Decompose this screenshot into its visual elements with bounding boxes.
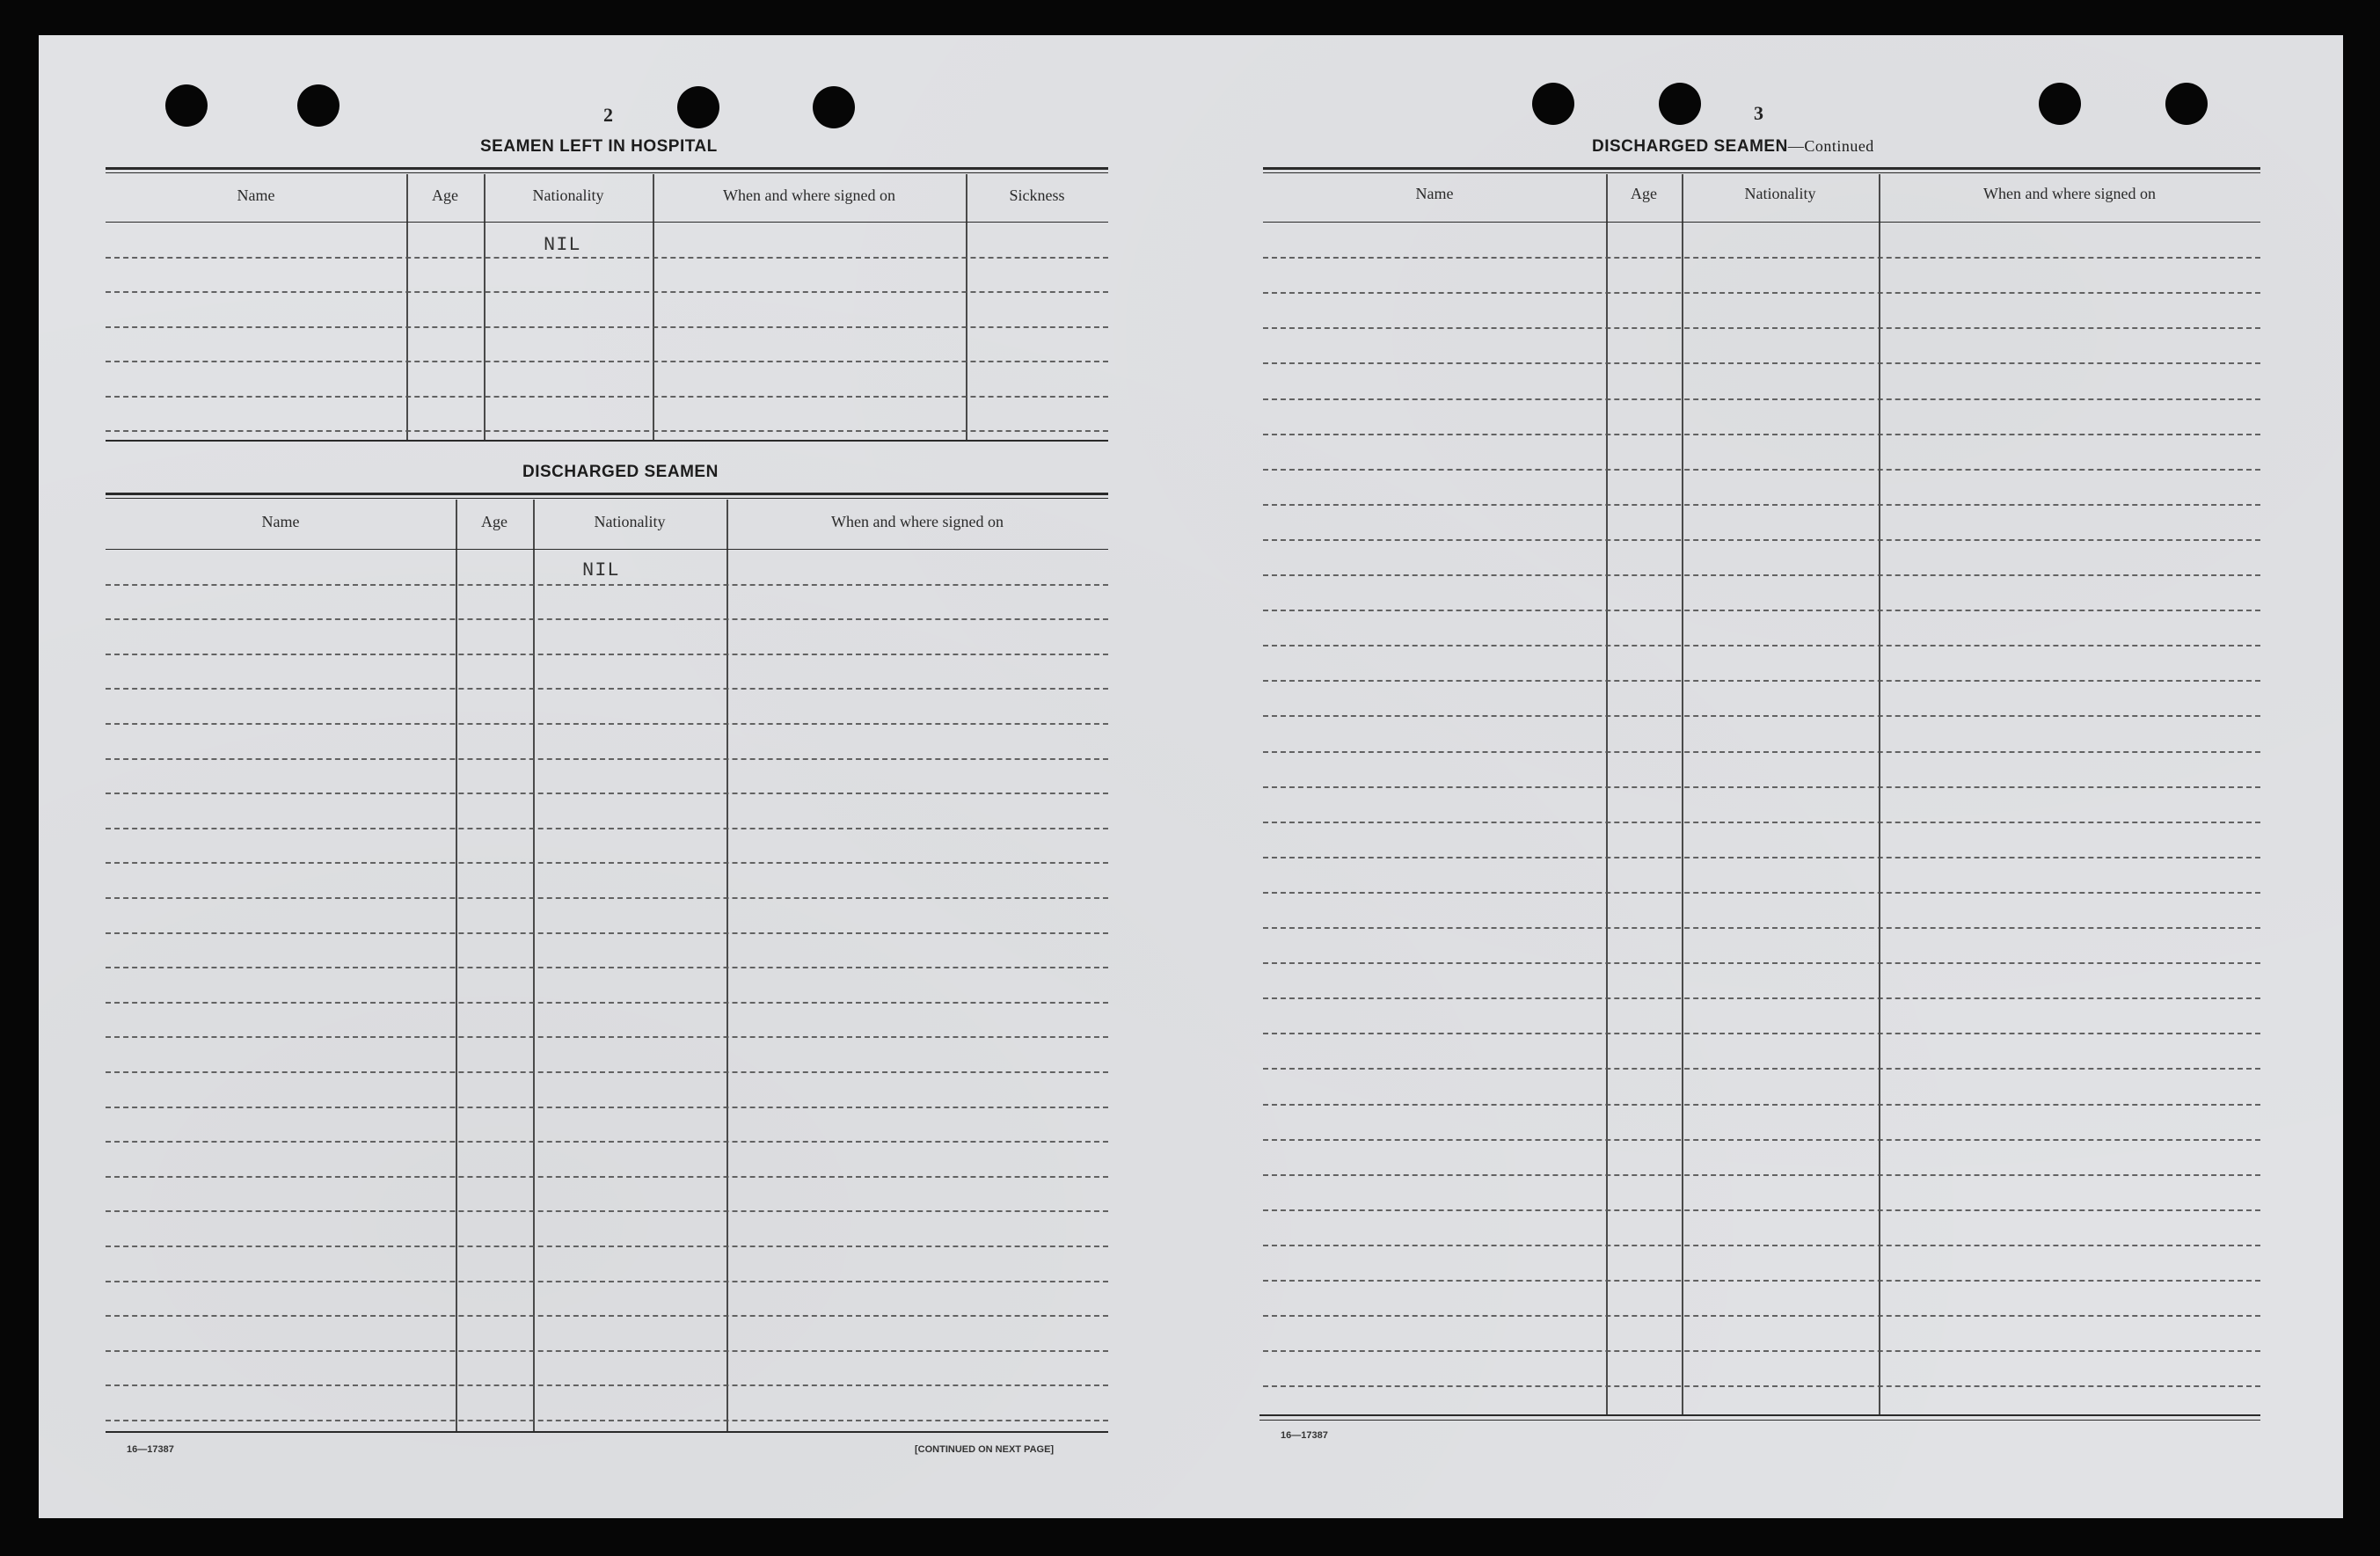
discharged-section-title: DISCHARGED SEAMEN — [522, 463, 719, 481]
table-top-rule — [106, 493, 1108, 495]
section-title-text: DISCHARGED SEAMEN — [1592, 137, 1788, 156]
ruled-row — [106, 1071, 1108, 1073]
ruled-row — [106, 430, 1108, 432]
ruled-row — [1263, 786, 2260, 788]
ruled-row — [1263, 997, 2260, 999]
ruled-row — [1263, 1385, 2260, 1387]
ruled-row — [1263, 680, 2260, 682]
ruled-row — [106, 1002, 1108, 1004]
ruled-row — [1263, 1350, 2260, 1352]
ruled-row — [106, 1281, 1108, 1282]
ruled-row — [1263, 1245, 2260, 1246]
ruled-row — [106, 1210, 1108, 1212]
column-header: Age — [432, 186, 458, 204]
ruled-row — [106, 862, 1108, 864]
hospital-section-title: SEAMEN LEFT IN HOSPITAL — [480, 137, 718, 156]
column-header: Nationality — [594, 513, 666, 530]
ruled-row — [1263, 574, 2260, 576]
ruled-row — [1263, 434, 2260, 435]
column-header: When and where signed on — [723, 186, 895, 204]
ruled-row — [106, 584, 1108, 586]
ruled-row — [1263, 1209, 2260, 1211]
ruled-row — [1263, 327, 2260, 329]
ruled-row — [1263, 1139, 2260, 1141]
column-divider — [484, 174, 485, 440]
ruled-row — [106, 1246, 1108, 1247]
continued-note: [CONTINUED ON NEXT PAGE] — [915, 1444, 1055, 1455]
ruled-row — [106, 1350, 1108, 1352]
ruled-row — [106, 1036, 1108, 1038]
header-underline — [106, 549, 1108, 550]
punch-hole — [297, 84, 339, 127]
ruled-row — [1263, 1280, 2260, 1282]
table-top-rule — [106, 167, 1108, 170]
ruled-row — [106, 897, 1108, 899]
column-header: Nationality — [532, 186, 604, 204]
column-header: Name — [237, 186, 275, 204]
ruled-row — [1263, 962, 2260, 964]
ruled-row — [106, 758, 1108, 760]
ruled-row — [1263, 1104, 2260, 1106]
column-header: Age — [1631, 185, 1657, 202]
ruled-row — [1263, 362, 2260, 364]
ruled-row — [106, 1107, 1108, 1108]
ruled-row — [106, 1420, 1108, 1421]
column-divider — [1879, 174, 1880, 1414]
table-top-rule — [106, 172, 1108, 173]
page-number: 3 — [1754, 102, 1763, 124]
punch-hole — [677, 86, 719, 128]
punch-hole — [2165, 83, 2208, 125]
punch-hole — [1659, 83, 1701, 125]
column-header: Age — [481, 513, 507, 530]
ruled-row — [1263, 751, 2260, 753]
column-header: Sickness — [1009, 186, 1065, 204]
ruled-row — [106, 618, 1108, 620]
title-suffix: —Continued — [1787, 137, 1874, 155]
page-number: 2 — [603, 104, 613, 126]
ruled-row — [1263, 927, 2260, 929]
ruled-row — [1263, 645, 2260, 647]
ruled-row — [1263, 469, 2260, 471]
ruled-row — [1263, 822, 2260, 823]
ruled-row — [1263, 1174, 2260, 1176]
column-header: Name — [261, 513, 300, 530]
column-divider — [726, 500, 728, 1431]
column-divider — [966, 174, 967, 440]
ruled-row — [106, 361, 1108, 362]
ruled-row — [1263, 292, 2260, 294]
column-divider — [406, 174, 408, 440]
ruled-row — [106, 326, 1108, 328]
ruled-row — [106, 1176, 1108, 1178]
punch-hole — [813, 86, 855, 128]
column-header: Name — [1415, 185, 1454, 202]
ruled-row — [106, 1141, 1108, 1143]
nationality-entry: NIL — [544, 234, 581, 256]
ruled-row — [1263, 857, 2260, 858]
ruled-row — [106, 793, 1108, 794]
ruled-row — [1263, 1315, 2260, 1317]
column-header: Nationality — [1744, 185, 1816, 202]
header-underline — [106, 222, 1108, 223]
column-divider — [1682, 174, 1683, 1414]
column-header: When and where signed on — [831, 513, 1004, 530]
ruled-row — [1263, 504, 2260, 506]
ruled-row — [1263, 1033, 2260, 1034]
ruled-row — [106, 291, 1108, 293]
form-number: 16—17387 — [1281, 1430, 1328, 1441]
punch-hole — [2039, 83, 2081, 125]
ruled-row — [1263, 1068, 2260, 1070]
nationality-entry: NIL — [582, 559, 620, 581]
table-bottom-rule — [106, 440, 1108, 442]
table-bottom-rule — [106, 1431, 1108, 1433]
ruled-row — [1263, 257, 2260, 259]
ruled-row — [106, 1315, 1108, 1317]
column-divider — [1606, 174, 1608, 1414]
ruled-row — [106, 723, 1108, 725]
column-divider — [653, 174, 654, 440]
table-bottom-rule — [1259, 1414, 2260, 1416]
ruled-row — [106, 654, 1108, 655]
ruled-row — [1263, 610, 2260, 611]
ruled-row — [1263, 539, 2260, 541]
ruled-row — [106, 257, 1108, 259]
column-divider — [533, 500, 535, 1431]
punch-hole — [165, 84, 208, 127]
ruled-row — [106, 1384, 1108, 1386]
punch-hole — [1532, 83, 1574, 125]
column-divider — [456, 500, 457, 1431]
ruled-row — [106, 967, 1108, 968]
ruled-row — [1263, 715, 2260, 717]
ruled-row — [1263, 398, 2260, 400]
form-number: 16—17387 — [127, 1444, 174, 1455]
table-bottom-rule — [1259, 1420, 2260, 1421]
discharged-continued-title — [1592, 137, 1874, 157]
table-top-rule — [1263, 167, 2260, 170]
ruled-row — [1263, 892, 2260, 894]
table-top-rule — [106, 498, 1108, 499]
header-underline — [1263, 222, 2260, 223]
ruled-row — [106, 688, 1108, 690]
table-top-rule — [1263, 172, 2260, 173]
column-header: When and where signed on — [1983, 185, 2156, 202]
ruled-row — [106, 396, 1108, 398]
ruled-row — [106, 828, 1108, 829]
ruled-row — [106, 932, 1108, 934]
